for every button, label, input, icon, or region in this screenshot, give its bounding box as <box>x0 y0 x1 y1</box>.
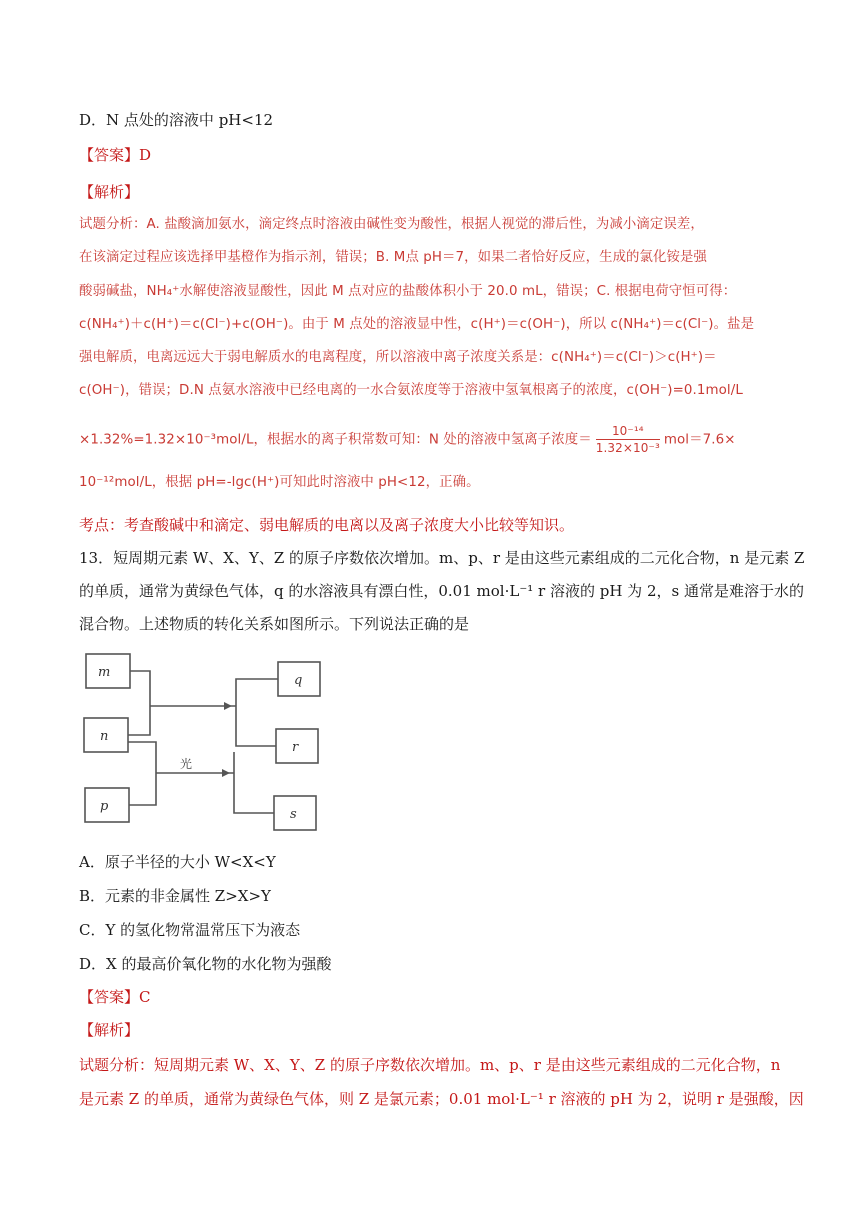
option-d-q13: D．X 的最高价氧化物的水化物为强酸 <box>79 955 332 973</box>
question-13-line3: 混合物。上述物质的转化关系如图所示。下列说法正确的是 <box>79 615 470 633</box>
box-s-label: s <box>290 807 297 822</box>
option-a-q13: A．原子半径的大小 W<X<Y <box>79 853 276 871</box>
option-d-q12: D．N 点处的溶液中 pH<12 <box>79 111 274 129</box>
box-n-label: n <box>100 729 109 744</box>
analysis-q12-line7-end: mol＝7.6× <box>663 432 736 448</box>
analysis-label-q12: 【解析】 <box>79 183 140 201</box>
question-13-line2: 的单质，通常为黄绿色气体，q 的水溶液具有漂白性，0.01 mol·L⁻¹ r 溶液的 pH 为 2，s 通常是难溶于水的 <box>79 582 804 600</box>
analysis-q12-line7-start: ×1.32%=1.32×10⁻³mol/L，根据水的离子积常数可知：N 处的溶液中氢离子浓度＝ <box>79 432 592 448</box>
conversion-diagram-svg <box>76 642 348 842</box>
analysis-q12-line7 <box>79 423 736 456</box>
analysis-q13-line1: 试题分析：短周期元素 W、X、Y、Z 的原子序数依次增加。m、p、r 是由这些元素组成的二元化合物，n <box>79 1056 781 1074</box>
kaodian-q12: 考点：考查酸碱中和滴定、弱电解质的电离以及离子浓度大小比较等知识。 <box>79 516 575 534</box>
question-13-line1: 13．短周期元素 W、X、Y、Z 的原子序数依次增加。m、p、r 是由这些元素组成的二元化合物，n 是元素 Z <box>79 549 805 567</box>
analysis-q12-line6: c(OH⁻)，错误；D.N 点氨水溶液中已经电离的一水合氨浓度等于溶液中氢氧根离子的浓度，c(OH⁻)=0.1mol/L <box>79 383 743 398</box>
box-m-label: m <box>98 665 111 680</box>
analysis-q13-line2: 是元素 Z 的单质，通常为黄绿色气体，则 Z 是氯元素；0.01 mol·L⁻¹ r 溶液的 pH 为 2，说明 r 是强酸，因 <box>79 1090 804 1108</box>
analysis-q12-line8: 10⁻¹²mol/L，根据 pH=-lgc(H⁺)可知此时溶液中 pH<12，正确。 <box>79 475 480 490</box>
analysis-q12-line1: 试题分析：A. 盐酸滴加氨水，滴定终点时溶液由碱性变为酸性，根据人视觉的滞后性，为减小滴定误差， <box>79 217 704 232</box>
answer-q13: 【答案】C <box>79 988 151 1006</box>
box-r-label: r <box>292 740 299 755</box>
condition-label: 光 <box>180 757 193 771</box>
analysis-q12-line2: 在该滴定过程应该选择甲基橙作为指示剂，错误；B. M点 pH＝7，如果二者恰好反应，生成的氯化铵是强 <box>79 250 708 265</box>
analysis-q12-line4: c(NH₄⁺)＋c(H⁺)＝c(Cl⁻)+c(OH⁻)。由于 M 点处的溶液显中性，c(H⁺)＝c(OH⁻)，所以 c(NH₄⁺)＝c(Cl⁻)。盐是 <box>79 317 755 332</box>
box-q-label: q <box>294 673 303 688</box>
fraction-denominator: 1.32×10⁻³ <box>595 441 660 455</box>
box-p-label: p <box>100 799 109 814</box>
answer-q12: 【答案】D <box>79 146 152 164</box>
option-c-q13: C．Y 的氢化物常温常压下为液态 <box>79 921 301 939</box>
analysis-q12-line3: 酸弱碱盐，NH₄⁺水解使溶液显酸性，因此 M 点对应的盐酸体积小于 20.0 mL，错误；C. 根据电荷守恒可得： <box>79 284 737 299</box>
fraction-numerator: 10⁻¹⁴ <box>596 423 660 440</box>
analysis-q12-line5: 强电解质，电离远远大于弱电解质水的电离程度，所以溶液中离子浓度关系是：c(NH₄⁺)＝c(Cl⁻)＞c(H⁺)＝ <box>79 350 717 365</box>
fraction <box>596 423 660 456</box>
conversion-diagram <box>76 642 348 842</box>
analysis-label-q13: 【解析】 <box>79 1021 140 1039</box>
option-b-q13: B．元素的非金属性 Z>X>Y <box>79 887 271 905</box>
